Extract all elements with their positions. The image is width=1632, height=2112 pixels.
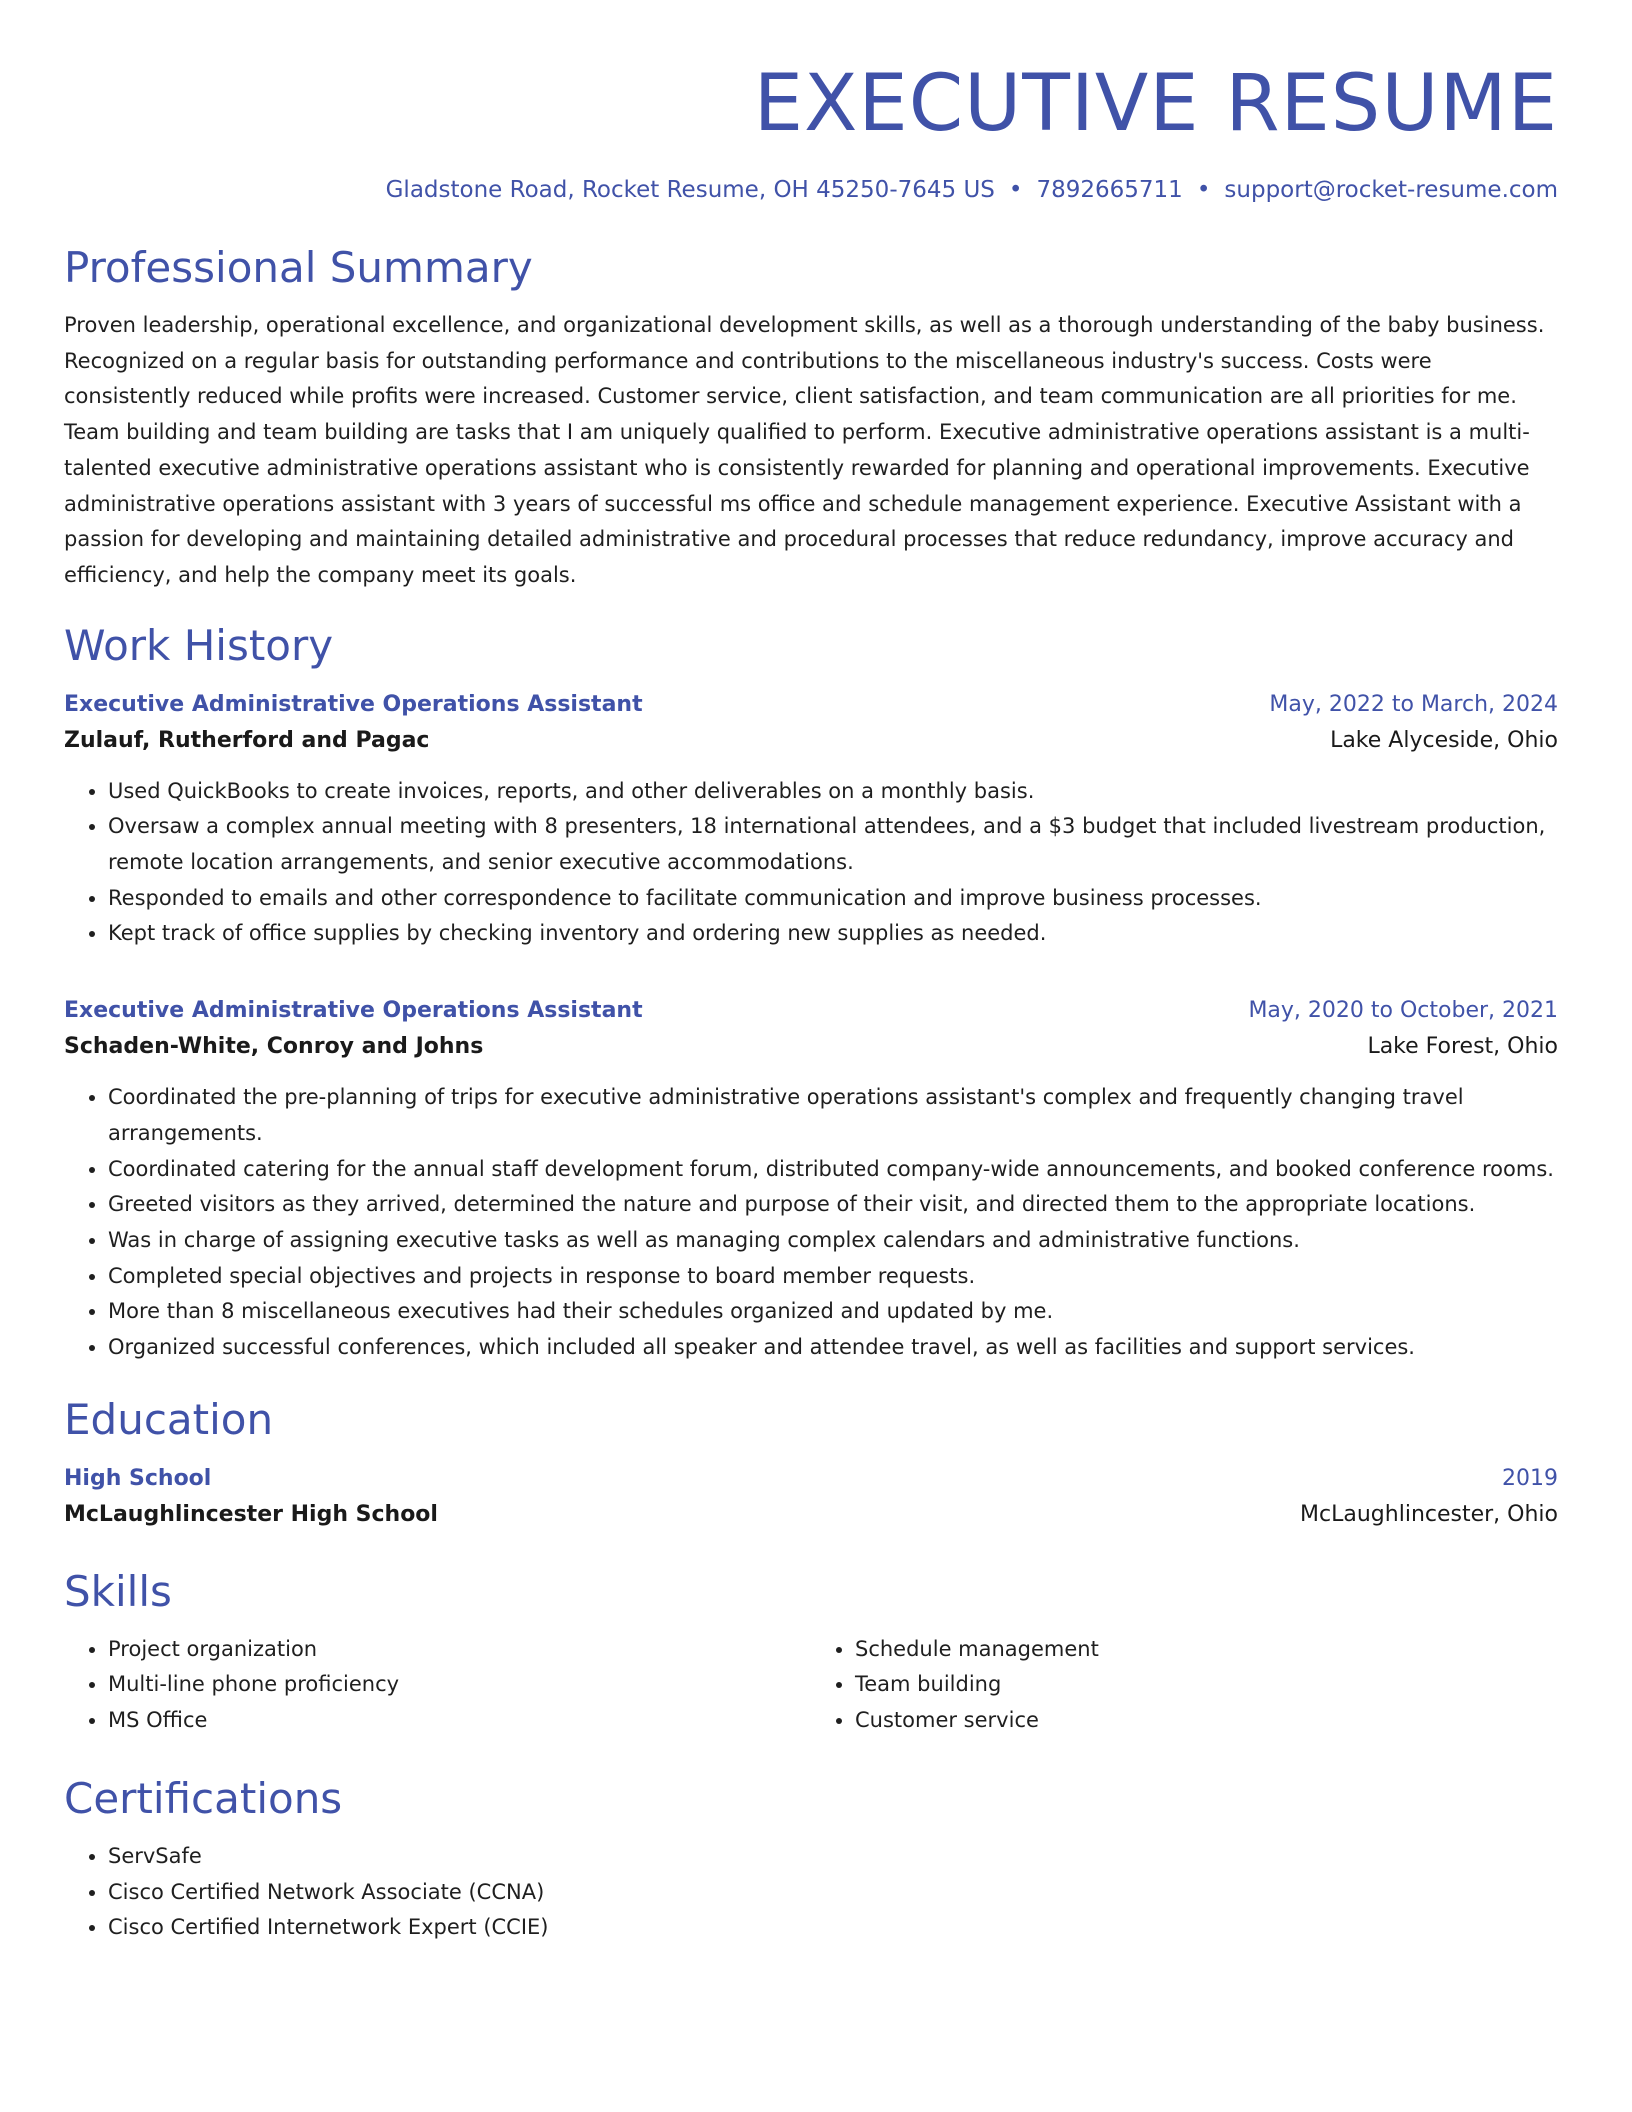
- list-item: • Greeted visitors as they arrived, determined the nature and purpose of their visit, and directed them to the appropriate locations.: [108, 1187, 1558, 1223]
- job-title-row: [64, 688, 1558, 722]
- list-item: • More than 8 miscellaneous executives had their schedules organized and updated by me.: [108, 1294, 1558, 1330]
- education-year: 2019: [1502, 1465, 1558, 1491]
- list-item: • Multi-line phone proficiency: [108, 1667, 811, 1703]
- job-location: Lake Alyceside, Ohio: [1330, 727, 1558, 753]
- list-item: • Was in charge of assigning executive tasks as well as managing complex calendars and administrative functions.: [108, 1223, 1558, 1259]
- email-text: support@rocket-resume.com: [1224, 177, 1558, 203]
- education-heading: Education: [64, 1394, 274, 1444]
- job-title-row: [64, 994, 1558, 1028]
- skills-left-column: [64, 1632, 811, 1739]
- education-degree-row: [64, 1462, 1558, 1496]
- skills-grid: [64, 1632, 1558, 1739]
- job-company-row: [64, 1028, 1558, 1066]
- skills-right-column: [811, 1632, 1558, 1739]
- job-bullets: [64, 1080, 1558, 1366]
- list-item: • ServSafe: [108, 1839, 1558, 1875]
- job-entry: [64, 994, 1558, 1366]
- education-school-row: [64, 1496, 1558, 1534]
- address-text: Gladstone Road, Rocket Resume, OH 45250-7645 US: [385, 177, 995, 203]
- list-item: • Organized successful conferences, which included all speaker and attendee travel, as well as facilities and support services.: [108, 1330, 1558, 1366]
- job-company: Zulauf, Rutherford and Pagac: [64, 727, 430, 753]
- list-item: • Oversaw a complex annual meeting with 8 presenters, 18 international attendees, and a $3 budget that included livestream production, remote location arrangements, and senior executive accommodations.: [108, 809, 1558, 880]
- education-degree: High School: [64, 1465, 212, 1491]
- list-item: • Team building: [855, 1667, 1558, 1703]
- skills-heading: Skills: [64, 1566, 172, 1616]
- job-company-row: [64, 722, 1558, 760]
- list-item: • MS Office: [108, 1703, 811, 1739]
- resume-page: [64, 0, 1558, 1946]
- list-item: • Cisco Certified Network Associate (CCNA): [108, 1875, 1558, 1911]
- job-location: Lake Forest, Ohio: [1367, 1034, 1558, 1060]
- certifications-list: [64, 1839, 1558, 1946]
- job-title: Executive Administrative Operations Assistant: [64, 998, 643, 1024]
- education-location: McLaughlincester, Ohio: [1300, 1501, 1558, 1527]
- job-entry: [64, 688, 1558, 953]
- contact-separator: •: [1008, 177, 1023, 203]
- work-history-heading: Work History: [64, 620, 334, 670]
- list-item: • Project organization: [108, 1632, 811, 1668]
- list-item: • Used QuickBooks to create invoices, reports, and other deliverables on a monthly basis.: [108, 774, 1558, 810]
- list-item: • Schedule management: [855, 1632, 1558, 1668]
- education-school: McLaughlincester High School: [64, 1501, 438, 1527]
- list-item: • Customer service: [855, 1703, 1558, 1739]
- list-item: • Completed special objectives and projects in response to board member requests.: [108, 1259, 1558, 1295]
- summary-heading: Professional Summary: [64, 243, 533, 292]
- job-dates: May, 2020 to October, 2021: [1248, 998, 1558, 1024]
- job-bullets: [64, 774, 1558, 953]
- certifications-heading: Certifications: [64, 1773, 343, 1823]
- resume-title: EXECUTIVE RESUME: [753, 59, 1558, 149]
- phone-text: 7892665711: [1036, 177, 1183, 203]
- list-item: • Kept track of office supplies by checking inventory and ordering new supplies as needed.: [108, 916, 1558, 952]
- list-item: • Responded to emails and other correspondence to facilitate communication and improve business processes.: [108, 881, 1558, 917]
- education-entry: [64, 1462, 1558, 1534]
- contact-separator: •: [1196, 177, 1211, 203]
- list-item: • Coordinated catering for the annual staff development forum, distributed company-wide announcements, and booked conference rooms.: [108, 1152, 1558, 1188]
- job-title: Executive Administrative Operations Assistant: [64, 691, 643, 717]
- summary-text: Proven leadership, operational excellence, and organizational development skills, as well as a thorough understanding of the baby business. Recognized on a regular basis for outstanding performance and contributions to the miscellaneous industry's success. Costs were consistently reduced while profits were increased. Customer service, client satisfaction, and team communication are all priorities for me. Team building and team building are tasks that I am uniquely qualified to perform. Executive administrative operations assistant is a multi-talented executive administrative operations assistant who is consistently rewarded for planning and operational improvements. Executive administrative operations assistant with 3 years of successful ms office and schedule management experience. Executive Assistant with a passion for developing and maintaining detailed administrative and procedural processes that reduce redundancy, improve accuracy and efficiency, and help the company meet its goals.: [64, 313, 1545, 587]
- job-company: Schaden-White, Conroy and Johns: [64, 1034, 484, 1060]
- list-item: • Coordinated the pre-planning of trips for executive administrative operations assistant's complex and frequently changing travel arrangements.: [108, 1080, 1558, 1151]
- job-dates: May, 2022 to March, 2024: [1269, 691, 1558, 717]
- list-item: • Cisco Certified Internetwork Expert (CCIE): [108, 1910, 1558, 1946]
- contact-line: [64, 174, 1558, 206]
